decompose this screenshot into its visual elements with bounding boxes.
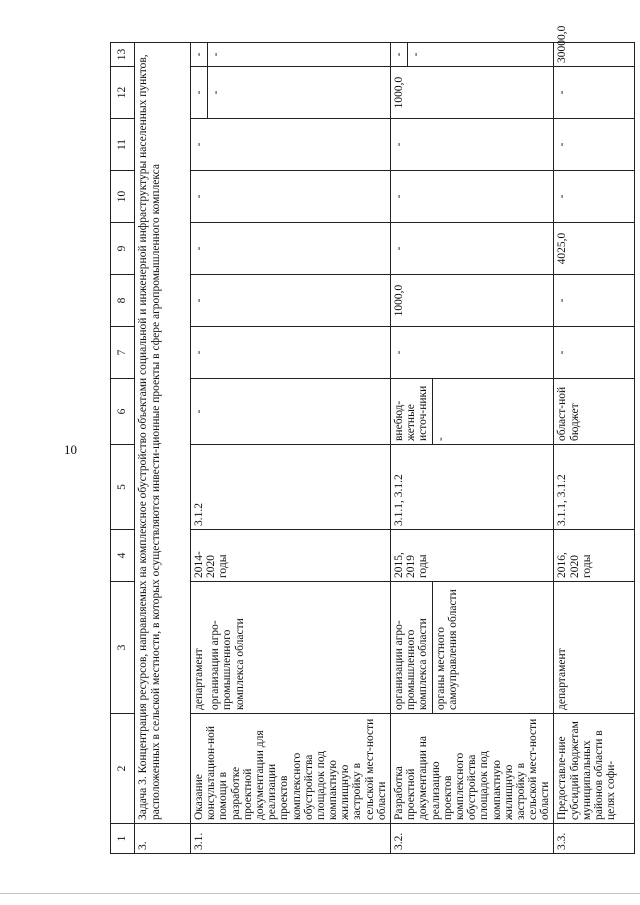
column-number: 3	[111, 582, 135, 714]
column-number-row	[111, 43, 135, 854]
table-row	[191, 43, 391, 854]
executor-cell	[191, 582, 391, 714]
linked-indicators: 3.1.1, 3.1.2	[554, 445, 635, 530]
period-years: 2014-2020 годы	[191, 530, 391, 582]
period-years: 2016, 2020 годы	[554, 530, 635, 582]
value-cell: -	[191, 275, 391, 327]
task-description: Задача 3. Концентрация ресурсов, направляемых на комплексное обустройство объектами социальной и инженерной инфраструктуры населенных пунктов, расположенных в сельской местности, в которых осуществляются инвести-ционные проекты в сфере агропромышленного комплекса	[135, 43, 191, 824]
row-number: 3.1.	[191, 824, 391, 854]
column-number: 13	[111, 43, 135, 67]
executor-secondary: организации агро-промышленного комплекса области	[209, 618, 246, 710]
table-row	[391, 43, 554, 854]
value-cell: 4025,0	[554, 223, 635, 275]
activity-name: Разработка проектной документации на реализацию проектов комплексного обустройства площадок под компактную жилищную застройку в сельской мест-ности области	[391, 714, 554, 824]
value-subcell: -	[191, 43, 208, 66]
page-bottom-rule	[0, 893, 640, 894]
value-cell	[191, 67, 391, 119]
funding-source: -	[191, 379, 391, 445]
period-years: 2015, 2019 годы	[391, 530, 554, 582]
column-number: 6	[111, 379, 135, 445]
column-number: 1	[111, 824, 135, 854]
value-cell: -	[554, 171, 635, 223]
value-cell: -	[191, 171, 391, 223]
value-cell: -	[391, 223, 554, 275]
executor-cell: департамент	[554, 582, 635, 714]
column-number: 10	[111, 171, 135, 223]
value-cell: -	[391, 171, 554, 223]
funding-source-secondary: -	[434, 437, 447, 441]
value-cell	[391, 43, 554, 67]
funding-source: област-ной бюджет	[554, 379, 635, 445]
column-number: 5	[111, 445, 135, 530]
value-cell	[191, 43, 391, 67]
value-cell: -	[554, 275, 635, 327]
column-number: 8	[111, 275, 135, 327]
page-number: 10	[64, 442, 77, 457]
value-cell: -	[554, 327, 635, 379]
landscape-table-area	[110, 25, 618, 854]
value-cell: 1000,0	[391, 67, 554, 119]
linked-indicators: 3.1.2	[191, 445, 391, 530]
column-number: 12	[111, 67, 135, 119]
table-row	[554, 43, 635, 854]
executor-primary: организации агро-промышленного комплекса области	[391, 582, 433, 713]
value-subcell: -	[210, 52, 223, 57]
value-cell: -	[554, 119, 635, 171]
executor-primary: департамент	[193, 648, 205, 710]
activity-name: Предоставле-ние субсидий бюджетам муниципальных районов области в целях софи-	[554, 714, 635, 824]
column-number: 4	[111, 530, 135, 582]
value-cell: -	[391, 119, 554, 171]
value-subcell: -	[210, 90, 223, 95]
program-activities-table	[110, 25, 635, 854]
value-cell: -	[391, 327, 554, 379]
task-row	[135, 43, 191, 854]
value-subcell: -	[391, 43, 408, 66]
task-number: 3.	[135, 824, 191, 854]
column-number: 7	[111, 327, 135, 379]
value-cell: 30000,0	[554, 43, 635, 67]
row-number: 3.2.	[391, 824, 554, 854]
linked-indicators: 3.1.1, 3.1.2	[391, 445, 554, 530]
value-subcell: -	[410, 52, 423, 57]
column-number: 11	[111, 119, 135, 171]
column-number: 9	[111, 223, 135, 275]
value-subcell: -	[191, 67, 208, 118]
value-cell: -	[191, 119, 391, 171]
activity-name: Оказание консультацион-ной помощи в разработке проектной документации для реализации проектов комплексного обустройства площадок под компактную жилищную застройку в сельской мест-ности области	[191, 714, 391, 824]
value-cell: -	[191, 327, 391, 379]
value-cell: -	[554, 67, 635, 119]
value-cell: 1000,0	[391, 275, 554, 327]
funding-source	[391, 379, 554, 445]
funding-source-primary: внебюд-жетные источ-ники	[391, 379, 433, 444]
value-cell: -	[191, 223, 391, 275]
executor-secondary: органы местного самоуправления области	[434, 589, 459, 710]
column-number: 2	[111, 714, 135, 824]
executor-cell	[391, 582, 554, 714]
row-number: 3.3.	[554, 824, 635, 854]
